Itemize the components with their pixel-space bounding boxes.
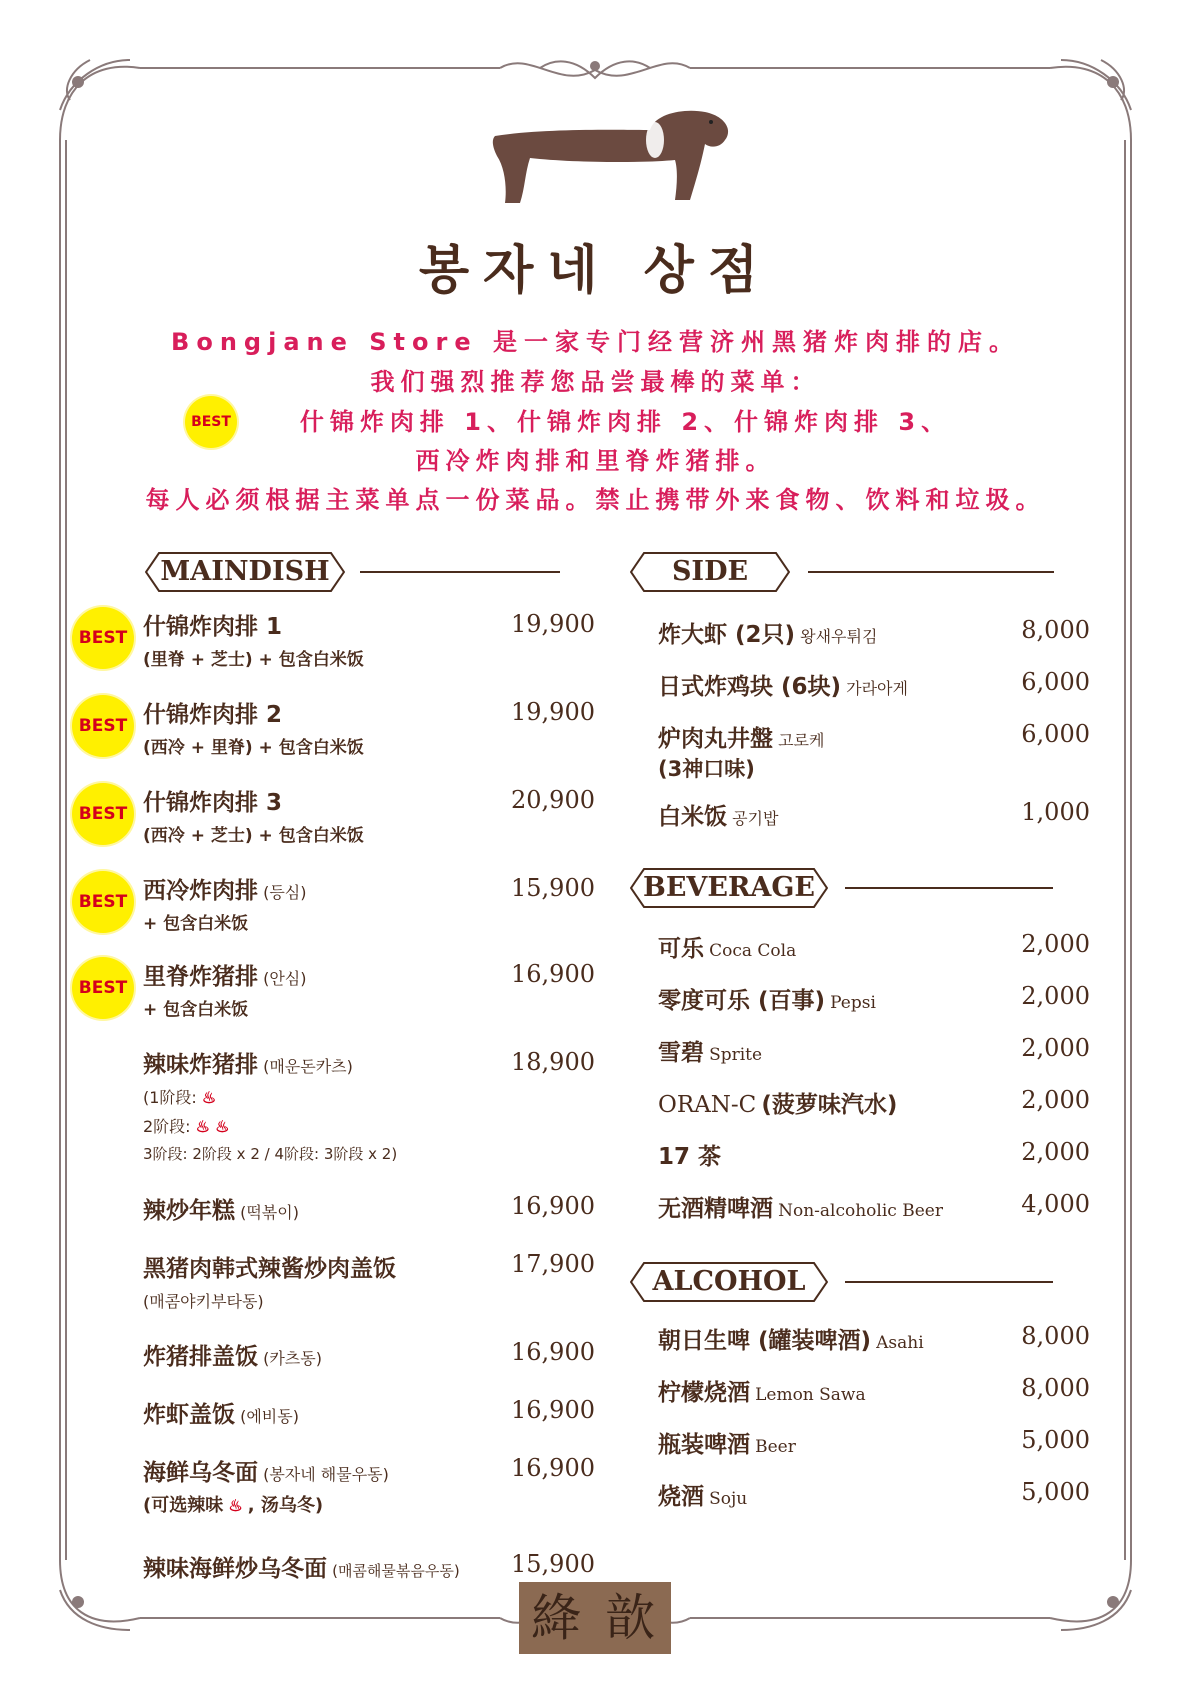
menu-item <box>143 1396 299 1429</box>
item-price: 6,000 <box>1021 668 1090 696</box>
item-desc: (西冷 + 芝士) + 包含白米饭 <box>143 826 364 846</box>
menu-item <box>143 1550 460 1583</box>
item-english: Beer <box>755 1437 796 1457</box>
menu-item <box>658 1426 796 1459</box>
item-name: 雪碧 <box>658 1040 704 1066</box>
menu-item <box>658 668 908 701</box>
alcohol-label: ALCOHOL <box>652 1266 806 1297</box>
item-name: 瓶装啤酒 <box>658 1432 750 1458</box>
spice-level-1: (1阶段: <box>143 1088 197 1107</box>
item-name: 西冷炸肉排 <box>143 878 258 904</box>
item-price: 16,900 <box>511 1454 595 1482</box>
item-price: 8,000 <box>1021 1374 1090 1402</box>
item-desc: , 汤乌冬) <box>247 1495 324 1516</box>
item-name: 无酒精啤酒 <box>658 1196 773 1222</box>
menu-item <box>143 1454 389 1517</box>
item-name: 炸大虾 (2只) <box>658 622 796 648</box>
item-price: 8,000 <box>1021 616 1090 644</box>
best-badge: BEST <box>72 957 134 1019</box>
intro-line-5: 每人必须根据主菜单点一份菜品。禁止携带外来食物、饮料和垃圾。 <box>145 486 1046 514</box>
menu-item <box>658 1086 897 1119</box>
item-korean: (에비동) <box>240 1407 299 1426</box>
alcohol-rule <box>845 1281 1053 1283</box>
item-name: 柠檬烧酒 <box>658 1380 750 1406</box>
menu-item <box>658 1374 866 1407</box>
item-price: 18,900 <box>511 1048 595 1076</box>
item-korean: (매운돈카츠) <box>263 1057 353 1076</box>
item-english: Lemon Sawa <box>755 1385 866 1405</box>
item-price: 6,000 <box>1021 720 1090 748</box>
item-price: 2,000 <box>1021 930 1090 958</box>
menu-item <box>658 1190 943 1223</box>
item-price: 17,900 <box>511 1250 595 1278</box>
menu-item <box>658 1478 747 1511</box>
item-name: 辣炒年糕 <box>143 1198 235 1224</box>
menu-item <box>658 1138 721 1171</box>
item-korean: (카츠동) <box>263 1349 322 1368</box>
item-name: 辣味海鲜炒乌冬面 <box>143 1556 327 1582</box>
item-price: 16,900 <box>511 960 595 988</box>
item-name: 海鲜乌冬面 <box>143 1460 258 1486</box>
item-desc: (可选辣味 <box>143 1495 224 1516</box>
item-price: 2,000 <box>1021 1086 1090 1114</box>
item-name-detail: (菠萝味汽水) <box>761 1092 898 1118</box>
side-header <box>630 552 790 592</box>
chili-pepper-icon: ♨ <box>195 1117 211 1136</box>
item-name: 白米饭 <box>658 804 727 830</box>
item-price: 4,000 <box>1021 1190 1090 1218</box>
item-name: 朝日生啤 (罐装啤酒) <box>658 1328 872 1354</box>
chili-pepper-icon: ♨ <box>201 1088 217 1107</box>
item-price: 16,900 <box>511 1396 595 1424</box>
maindish-label: MAINDISH <box>160 556 330 587</box>
spice-level-3-4: 3阶段: 2阶段 x 2 / 4阶段: 3阶段 x 2) <box>143 1145 398 1163</box>
intro-line-3: 什锦炸肉排 1、什锦炸肉排 2、什锦炸肉排 3、 <box>299 408 952 436</box>
item-english: Soju <box>709 1489 748 1509</box>
menu-item <box>658 1034 762 1067</box>
item-korean: (안심) <box>263 969 307 988</box>
item-name: 17 茶 <box>658 1144 722 1170</box>
intro-line-1: Bongjane Store 是一家专门经营济州黑猪炸肉排的店。 <box>171 328 1020 356</box>
item-desc: (西冷 + 里脊) + 包含白米饭 <box>143 738 364 758</box>
item-price: 20,900 <box>511 786 595 814</box>
dachshund-logo <box>485 108 735 218</box>
menu-item <box>143 1250 396 1312</box>
store-title: 봉자네 상점 <box>418 241 773 301</box>
item-korean: (떡볶이) <box>240 1203 299 1222</box>
item-name: 什锦炸肉排 2 <box>143 702 283 728</box>
item-price: 19,900 <box>511 610 595 638</box>
item-price: 19,900 <box>511 698 595 726</box>
intro-line-4: 西冷炸肉排和里脊炸猪排。 <box>415 447 776 475</box>
menu-item <box>143 696 364 758</box>
item-name: 什锦炸肉排 3 <box>143 790 283 816</box>
logo-stamp: 絳 歆 <box>519 1582 671 1654</box>
menu-item <box>143 1192 299 1225</box>
item-name: 什锦炸肉排 1 <box>143 614 283 640</box>
item-english: Sprite <box>709 1045 763 1065</box>
item-desc: + 包含白米饭 <box>143 914 249 934</box>
item-price: 5,000 <box>1021 1478 1090 1506</box>
item-korean: (등심) <box>263 883 307 902</box>
item-korean: (매콤해물볶음우동) <box>332 1562 460 1580</box>
item-korean: 고로케 <box>778 731 825 750</box>
item-name: 辣味炸猪排 <box>143 1052 258 1078</box>
item-price: 5,000 <box>1021 1426 1090 1454</box>
item-name: 可乐 <box>658 936 704 962</box>
item-korean: 왕새우튀김 <box>800 627 878 646</box>
menu-item <box>143 1338 322 1371</box>
item-desc: (3神口味) <box>658 757 755 781</box>
item-desc: + 包含白米饭 <box>143 1000 249 1020</box>
menu-item <box>658 616 877 649</box>
item-price: 2,000 <box>1021 982 1090 1010</box>
intro-line-2: 我们强烈推荐您品尝最棒的菜单： <box>370 368 821 396</box>
item-price: 16,900 <box>511 1338 595 1366</box>
best-badge: BEST <box>72 607 134 669</box>
menu-item <box>143 872 307 934</box>
item-name: 黑猪肉韩式辣酱炒肉盖饭 <box>143 1256 396 1282</box>
menu-item <box>658 930 796 963</box>
item-korean: (매콤야키부타동) <box>143 1292 264 1311</box>
alcohol-header <box>630 1262 828 1302</box>
best-badge: BEST <box>72 783 134 845</box>
item-name: 炸虾盖饭 <box>143 1402 235 1428</box>
item-desc: (里脊 + 芝士) + 包含白米饭 <box>143 650 364 670</box>
item-price: 16,900 <box>511 1192 595 1220</box>
item-price: 15,900 <box>511 1550 595 1578</box>
best-badge: BEST <box>185 396 237 448</box>
maindish-rule <box>360 571 560 573</box>
item-name: 日式炸鸡块 (6块) <box>658 674 842 700</box>
maindish-header <box>145 552 345 592</box>
menu-item <box>658 720 824 783</box>
chili-pepper-icon: ♨ <box>228 1496 243 1515</box>
item-name: 炸猪排盖饭 <box>143 1344 258 1370</box>
item-korean: 가라아게 <box>846 679 908 698</box>
beverage-label: BEVERAGE <box>643 872 815 903</box>
item-name: 里脊炸猪排 <box>143 964 258 990</box>
item-price: 2,000 <box>1021 1138 1090 1166</box>
menu-item <box>143 784 364 846</box>
menu-item <box>143 958 307 1020</box>
item-english: Asahi <box>876 1333 924 1353</box>
side-label: SIDE <box>671 556 749 587</box>
best-badge: BEST <box>72 871 134 933</box>
item-english: Non-alcoholic Beer <box>778 1201 943 1221</box>
menu-item <box>658 1322 924 1355</box>
beverage-header <box>630 868 828 908</box>
item-name: 烧酒 <box>658 1484 704 1510</box>
best-badge: BEST <box>72 695 134 757</box>
item-name: 零度可乐 (百事) <box>658 988 826 1014</box>
side-rule <box>808 571 1054 573</box>
beverage-rule <box>845 887 1053 889</box>
item-price: 8,000 <box>1021 1322 1090 1350</box>
item-price: 1,000 <box>1021 798 1090 826</box>
menu-item <box>658 982 876 1015</box>
menu-item <box>658 798 778 831</box>
menu-item <box>143 1046 397 1164</box>
chili-pepper-icon: ♨ <box>215 1117 230 1136</box>
item-korean: (봉자네 해물우동) <box>263 1465 389 1484</box>
item-name: ORAN-C <box>658 1092 757 1118</box>
item-price: 15,900 <box>511 874 595 902</box>
menu-item <box>143 608 364 670</box>
item-name: 炉肉丸井盤 <box>658 726 773 752</box>
spice-level-2: 2阶段: <box>143 1117 191 1136</box>
item-korean: 공기밥 <box>732 809 779 828</box>
item-english: Pepsi <box>830 993 876 1013</box>
item-price: 2,000 <box>1021 1034 1090 1062</box>
item-english: Coca Cola <box>709 941 797 961</box>
